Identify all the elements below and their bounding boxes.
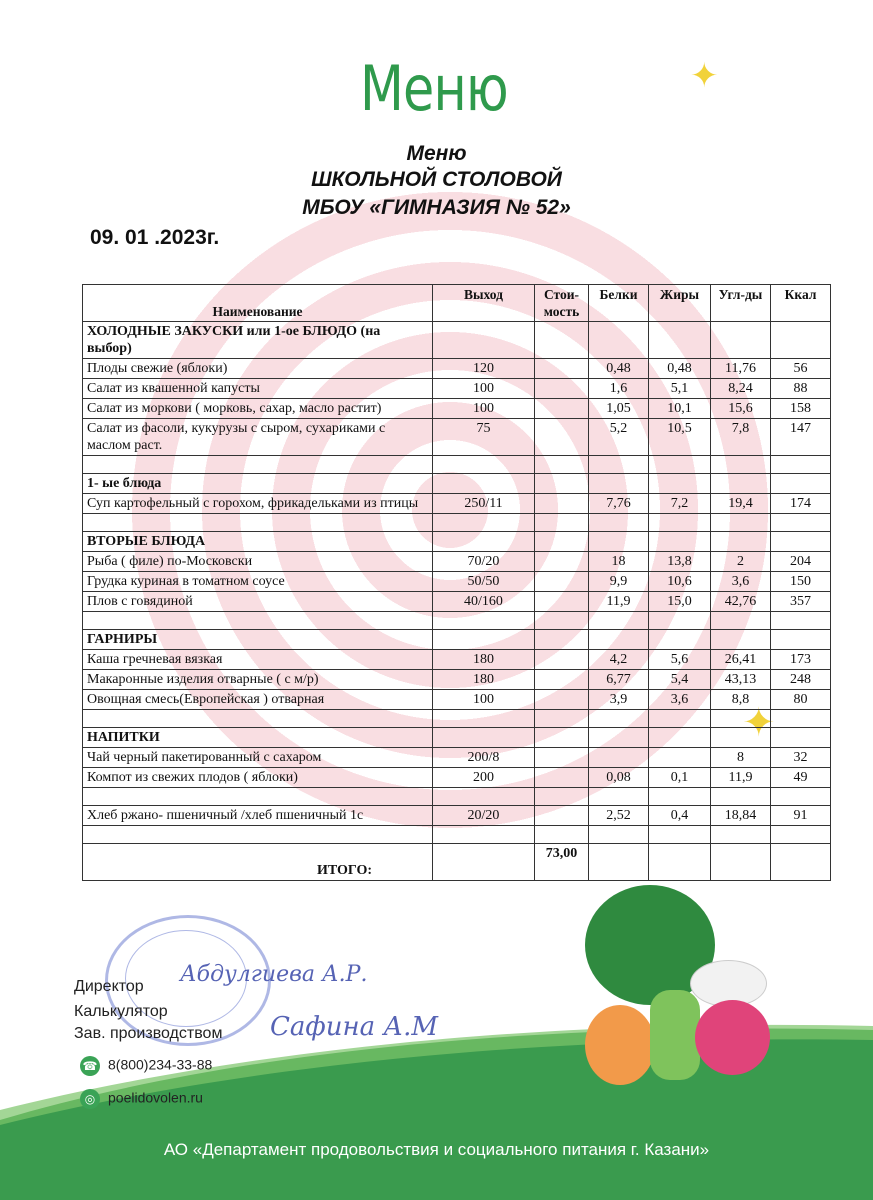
empty-row [83, 788, 831, 806]
dish-protein [589, 748, 649, 768]
dish-protein: 9,9 [589, 572, 649, 592]
col-carb: Угл-ды [711, 285, 771, 322]
section-row [83, 630, 831, 650]
dish-protein: 4,2 [589, 650, 649, 670]
handwritten-signature-1: Абдулгиева А.Р. [180, 962, 368, 987]
dish-carbs: 43,13 [711, 670, 771, 690]
table-header-row [83, 285, 831, 322]
dish-kcal: 91 [771, 806, 831, 826]
table-row [83, 419, 831, 456]
dish-carbs: 15,6 [711, 399, 771, 419]
dish-cost [535, 592, 589, 612]
dish-name: Овощная смесь(Европейская ) отварная [83, 690, 433, 710]
onion-character-icon [585, 1005, 655, 1085]
dish-kcal: 88 [771, 379, 831, 399]
dish-output: 180 [433, 670, 535, 690]
dish-protein: 0,08 [589, 768, 649, 788]
dish-carbs: 26,41 [711, 650, 771, 670]
dish-kcal: 174 [771, 494, 831, 514]
table-row [83, 494, 831, 514]
dish-protein: 6,77 [589, 670, 649, 690]
total-cost: 73,00 [535, 844, 589, 881]
dish-carbs: 19,4 [711, 494, 771, 514]
dish-name: Хлеб ржано- пшеничный /хлеб пшеничный 1с [83, 806, 433, 826]
dish-output: 50/50 [433, 572, 535, 592]
header-line-3: МБОУ «ГИМНАЗИЯ № 52» [302, 196, 571, 219]
dish-name: Компот из свежих плодов ( яблоки) [83, 768, 433, 788]
dish-carbs: 42,76 [711, 592, 771, 612]
table-row [83, 670, 831, 690]
sparkle-icon: ✦ [690, 56, 719, 96]
dish-output: 200 [433, 768, 535, 788]
footer-organization: АО «Департамент продовольствия и социального питания г. Казани» [163, 1140, 710, 1159]
total-label: ИТОГО: [83, 844, 433, 881]
header-line-2: ШКОЛЬНОЙ СТОЛОВОЙ [311, 168, 562, 191]
manager-label: Зав. производством [74, 1025, 223, 1042]
table-row [83, 748, 831, 768]
dish-name: Суп картофельный с горохом, фрикадельками из птицы [83, 494, 433, 514]
dish-kcal: 49 [771, 768, 831, 788]
empty-row [83, 456, 831, 474]
dish-cost [535, 572, 589, 592]
dish-carbs: 7,8 [711, 419, 771, 456]
dish-cost [535, 690, 589, 710]
empty-row [83, 710, 831, 728]
dish-output: 40/160 [433, 592, 535, 612]
dish-fat: 5,6 [649, 650, 711, 670]
col-out: Выход [433, 285, 535, 322]
globe-icon: ◎ [80, 1089, 100, 1109]
dish-cost [535, 419, 589, 456]
calculator-label: Калькулятор [74, 1003, 168, 1020]
dish-protein: 1,05 [589, 399, 649, 419]
dish-carbs: 2 [711, 552, 771, 572]
dish-output: 20/20 [433, 806, 535, 826]
dish-name: Салат из моркови ( морковь, сахар, масло растит) [83, 399, 433, 419]
col-prot: Белки [589, 285, 649, 322]
dish-fat: 5,1 [649, 379, 711, 399]
table-row [83, 552, 831, 572]
dish-fat: 0,1 [649, 768, 711, 788]
table-row [83, 806, 831, 826]
table-row [83, 768, 831, 788]
dish-protein: 0,48 [589, 359, 649, 379]
dish-fat: 15,0 [649, 592, 711, 612]
site-link[interactable]: poelidovolen.ru [108, 1089, 203, 1106]
col-kcal: Ккал [771, 285, 831, 322]
dish-cost [535, 399, 589, 419]
dish-fat: 13,8 [649, 552, 711, 572]
dish-fat: 10,1 [649, 399, 711, 419]
dish-name: Рыба ( филе) по-Московски [83, 552, 433, 572]
dish-kcal: 158 [771, 399, 831, 419]
dish-name: Плоды свежие (яблоки) [83, 359, 433, 379]
dish-kcal: 147 [771, 419, 831, 456]
section-title: ХОЛОДНЫЕ ЗАКУСКИ или 1-ое БЛЮДО (на выбор) [83, 322, 433, 359]
table-row [83, 592, 831, 612]
section-row [83, 728, 831, 748]
dish-fat [649, 748, 711, 768]
dish-name: Каша гречневая вязкая [83, 650, 433, 670]
dish-name: Салат из квашенной капусты [83, 379, 433, 399]
dish-protein: 7,76 [589, 494, 649, 514]
dish-fat: 5,4 [649, 670, 711, 690]
menu-date: 09. 01 .2023г. [90, 226, 220, 249]
dish-output: 100 [433, 399, 535, 419]
section-title: 1- ые блюда [83, 474, 433, 494]
dish-output: 70/20 [433, 552, 535, 572]
dish-fat: 0,4 [649, 806, 711, 826]
dish-output: 100 [433, 379, 535, 399]
dish-protein: 5,2 [589, 419, 649, 456]
empty-row [83, 826, 831, 844]
sparkle-icon: ✦ [742, 700, 776, 746]
dish-fat: 3,6 [649, 690, 711, 710]
celery-character-icon [650, 990, 700, 1080]
section-title: ГАРНИРЫ [83, 630, 433, 650]
empty-row [83, 514, 831, 532]
dish-cost [535, 494, 589, 514]
dish-output: 250/11 [433, 494, 535, 514]
dish-carbs: 11,76 [711, 359, 771, 379]
dish-name: Макаронные изделия отварные ( с м/р) [83, 670, 433, 690]
dish-output: 180 [433, 650, 535, 670]
section-title: НАПИТКИ [83, 728, 433, 748]
dish-output: 120 [433, 359, 535, 379]
dish-protein: 3,9 [589, 690, 649, 710]
dish-kcal: 80 [771, 690, 831, 710]
menu-table [82, 284, 831, 881]
dish-name: Чай черный пакетированный с сахаром [83, 748, 433, 768]
table-row [83, 359, 831, 379]
dish-fat: 10,6 [649, 572, 711, 592]
director-label: Директор [74, 978, 144, 995]
header-line-1: Меню [406, 142, 467, 165]
dish-cost [535, 379, 589, 399]
dish-carbs: 18,84 [711, 806, 771, 826]
table-row [83, 572, 831, 592]
dish-kcal: 173 [771, 650, 831, 670]
dish-output: 75 [433, 419, 535, 456]
dish-kcal: 357 [771, 592, 831, 612]
dish-cost [535, 359, 589, 379]
col-fat: Жиры [649, 285, 711, 322]
section-row [83, 532, 831, 552]
dish-carbs: 8,24 [711, 379, 771, 399]
dish-cost [535, 552, 589, 572]
radish-character-icon [695, 1000, 770, 1075]
dish-protein: 11,9 [589, 592, 649, 612]
table-row [83, 690, 831, 710]
dish-carbs: 3,6 [711, 572, 771, 592]
site-contact [80, 1089, 203, 1109]
dish-kcal: 150 [771, 572, 831, 592]
dish-protein: 1,6 [589, 379, 649, 399]
dish-carbs: 8,8 [711, 690, 771, 710]
section-row [83, 474, 831, 494]
dish-fat: 0,48 [649, 359, 711, 379]
col-name: Наименование [83, 285, 433, 322]
dish-kcal: 248 [771, 670, 831, 690]
empty-row [83, 612, 831, 630]
dish-output: 100 [433, 690, 535, 710]
handwritten-signature-2: Сафина А.М [270, 1012, 438, 1042]
dish-cost [535, 806, 589, 826]
dish-carbs: 11,9 [711, 768, 771, 788]
dish-protein: 2,52 [589, 806, 649, 826]
section-row [83, 322, 831, 359]
table-row [83, 650, 831, 670]
dish-fat: 7,2 [649, 494, 711, 514]
dish-protein: 18 [589, 552, 649, 572]
dish-cost [535, 650, 589, 670]
col-cost: Стои-мость [535, 285, 589, 322]
dish-kcal: 56 [771, 359, 831, 379]
dish-output: 200/8 [433, 748, 535, 768]
dish-kcal: 32 [771, 748, 831, 768]
table-row [83, 379, 831, 399]
phone-contact [80, 1056, 212, 1076]
dish-cost [535, 670, 589, 690]
phone-icon: ☎ [80, 1056, 100, 1076]
dish-carbs: 8 [711, 748, 771, 768]
dish-name: Салат из фасоли, кукурузы с сыром, сухариками с маслом раст. [83, 419, 433, 456]
total-row [83, 844, 831, 881]
logo-title: Меню [360, 52, 508, 125]
dish-kcal: 204 [771, 552, 831, 572]
table-row [83, 399, 831, 419]
dish-name: Плов с говядиной [83, 592, 433, 612]
dish-name: Грудка куриная в томатном соусе [83, 572, 433, 592]
dish-fat: 10,5 [649, 419, 711, 456]
section-title: ВТОРЫЕ БЛЮДА [83, 532, 433, 552]
dish-cost [535, 748, 589, 768]
dish-cost [535, 768, 589, 788]
phone-number: 8(800)234-33-88 [108, 1056, 213, 1073]
